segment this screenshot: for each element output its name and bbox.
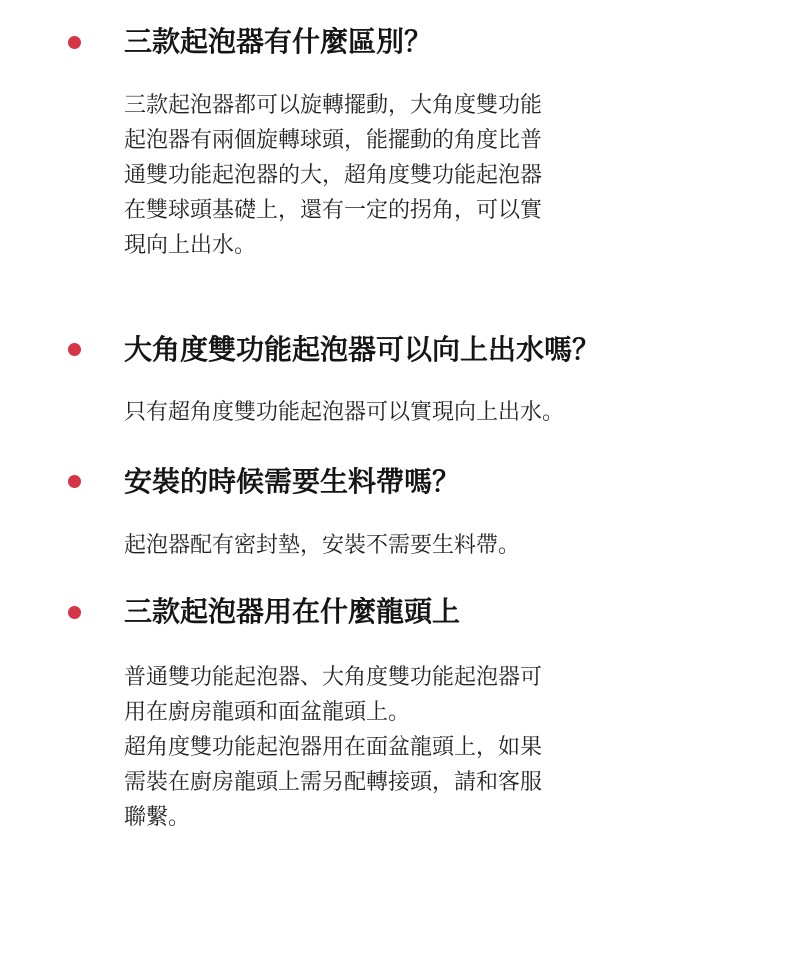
answer-line: 只有超角度雙功能起泡器可以實現向上出水。 bbox=[124, 400, 565, 425]
bullet-dot-icon bbox=[68, 343, 81, 356]
answer-line: 起泡器配有密封墊，安裝不需要生料帶。 bbox=[124, 533, 521, 558]
answer-line: 在雙球頭基礎上，還有一定的拐角，可以實 bbox=[124, 198, 543, 223]
faq-question-1: 三款起泡器有什麼區別？ bbox=[124, 25, 433, 58]
bullet-dot-icon bbox=[68, 475, 81, 488]
answer-line: 用在廚房龍頭和面盆龍頭上。 bbox=[124, 700, 411, 725]
faq-answer-4 bbox=[124, 660, 624, 835]
faq-answer-3 bbox=[124, 528, 624, 563]
bullet-dot-icon bbox=[68, 36, 81, 49]
faq-question-2: 大角度雙功能起泡器可以向上出水嗎？ bbox=[124, 333, 601, 366]
answer-line: 聯繫。 bbox=[124, 805, 191, 830]
answer-line: 超角度雙功能起泡器用在面盆龍頭上，如果 bbox=[124, 735, 543, 760]
bullet-dot-icon bbox=[68, 606, 81, 619]
faq-question-3: 安裝的時候需要生料帶嗎？ bbox=[124, 465, 461, 498]
answer-line: 起泡器有兩個旋轉球頭，能擺動的角度比普 bbox=[124, 128, 543, 153]
faq-question-4: 三款起泡器用在什麼龍頭上 bbox=[124, 595, 461, 628]
answer-line: 普通雙功能起泡器、大角度雙功能起泡器可 bbox=[124, 665, 543, 690]
answer-line: 現向上出水。 bbox=[124, 233, 257, 258]
answer-line: 三款起泡器都可以旋轉擺動，大角度雙功能 bbox=[124, 93, 543, 118]
answer-line: 需裝在廚房龍頭上需另配轉接頭，請和客服 bbox=[124, 770, 543, 795]
faq-answer-1 bbox=[124, 88, 624, 263]
faq-answer-2 bbox=[124, 395, 624, 430]
answer-line: 通雙功能起泡器的大，超角度雙功能起泡器 bbox=[124, 163, 543, 188]
